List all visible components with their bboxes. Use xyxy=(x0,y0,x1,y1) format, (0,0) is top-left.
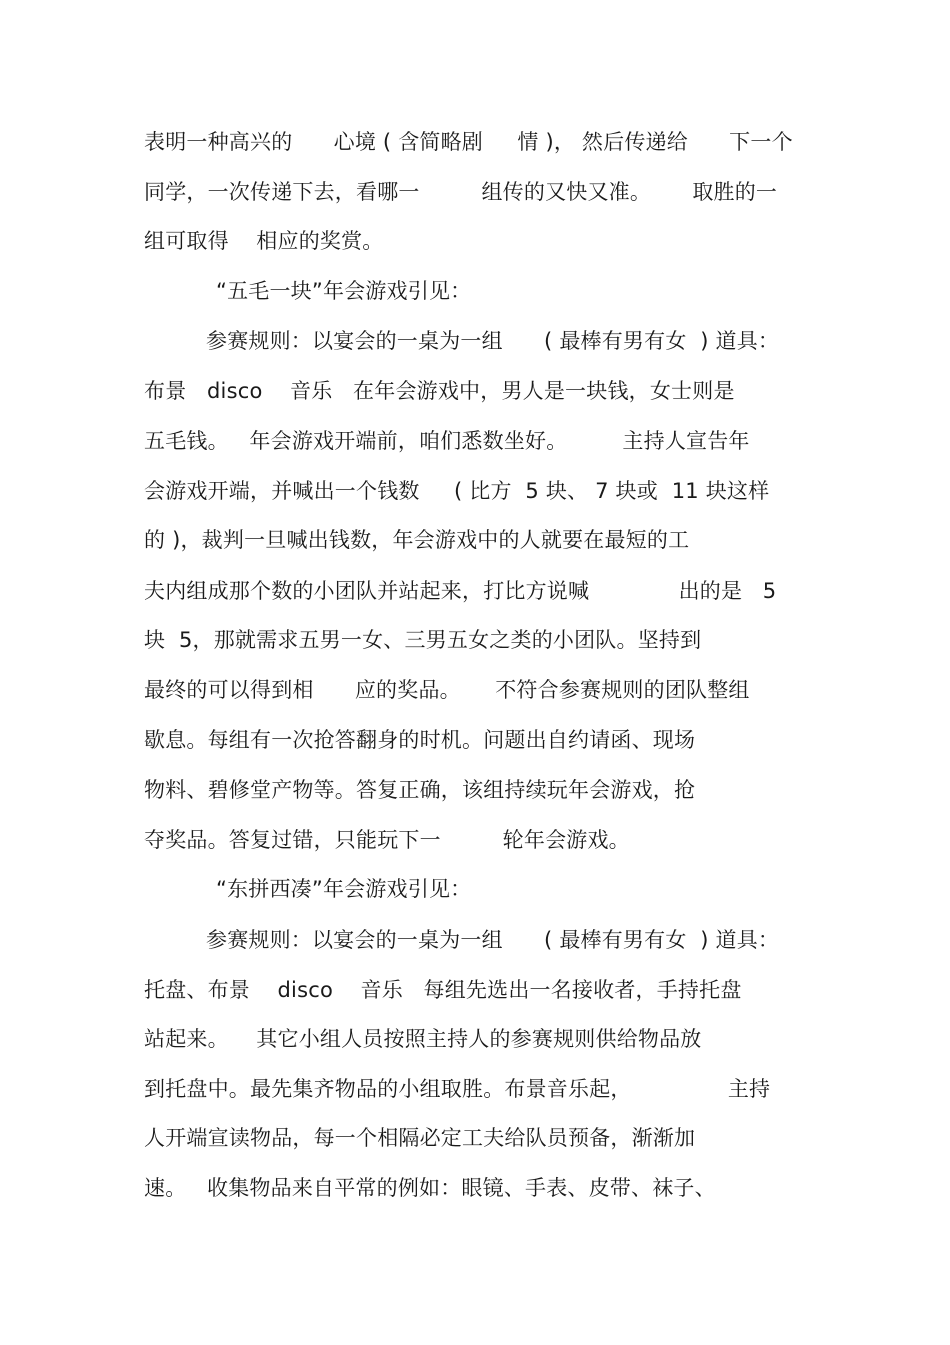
text-line-18: 托盘、布景 disco 音乐 每组先选出一名接收者，手持托盘 xyxy=(144,978,742,1002)
text-line-13: 歇息。每组有一次抢答翻身的时机。问题出自约请函、现场 xyxy=(144,728,696,752)
text-line-15: 夺奖品。答复过错，只能玩下一 轮年会游戏。 xyxy=(144,828,630,852)
text-line-14: 物料、碧修堂产物等。答复正确，该组持续玩年会游戏，抢 xyxy=(144,778,696,802)
text-line-1: 表明一种高兴的 心境 ( 含简略剧 情 )， 然后传递给 下一个 xyxy=(144,130,793,154)
text-line-19: 站起来。 其它小组人员按照主持人的参赛规则供给物品放 xyxy=(144,1027,702,1051)
text-line-7: 五毛钱。 年会游戏开端前，咱们悉数坐好。 主持人宣告年 xyxy=(144,429,750,453)
text-line-21: 人开端宣读物品，每一个相隔必定工夫给队员预备，渐渐加 xyxy=(144,1126,696,1150)
text-line-11: 块 5，那就需求五男一女、三男五女之类的小团队。坚持到 xyxy=(144,628,702,652)
text-line-6: 布景 disco 音乐 在年会游戏中，男人是一块钱，女士则是 xyxy=(144,379,735,403)
section-heading-dongpin-xicou: “东拼西凑”年会游戏引见： xyxy=(216,877,472,901)
text-line-22: 速。 收集物品来自平常的例如：眼镜、手表、皮带、袜子、 xyxy=(144,1176,716,1200)
text-line-2: 同学，一次传递下去，看哪一 组传的又快又准。 取胜的一 xyxy=(144,180,778,204)
text-line-20: 到托盘中。最先集齐物品的小组取胜。布景音乐起， 主持 xyxy=(144,1077,771,1101)
text-line-9: 的 )，裁判一旦喊出钱数，年会游戏中的人就要在最短的工 xyxy=(144,528,690,552)
text-line-12: 最终的可以得到相 应的奖品。 不符合参赛规则的团队整组 xyxy=(144,678,750,702)
text-line-5: 参赛规则：以宴会的一桌为一组 ( 最棒有男有女 ) 道具： xyxy=(206,329,780,353)
text-line-8: 会游戏开端，并喊出一个钱数 ( 比方 5 块、 7 块或 11 块这样 xyxy=(144,479,770,503)
section-heading-wumao-yikuai: “五毛一块”年会游戏引见： xyxy=(216,279,472,303)
text-line-17: 参赛规则：以宴会的一桌为一组 ( 最棒有男有女 ) 道具： xyxy=(206,928,780,952)
text-line-10: 夫内组成那个数的小团队并站起来，打比方说喊 出的是 5 xyxy=(144,579,777,603)
text-line-3: 组可取得 相应的奖赏。 xyxy=(144,229,384,253)
